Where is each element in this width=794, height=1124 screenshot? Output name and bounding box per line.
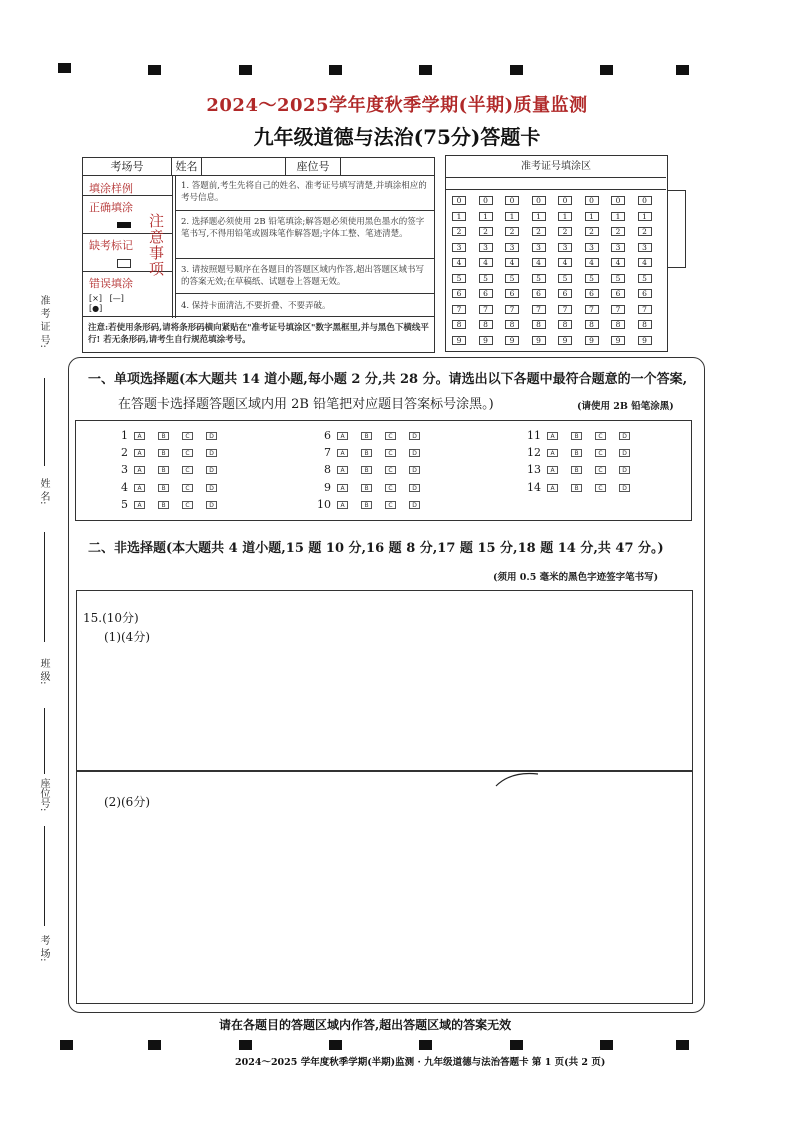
q15-2-label: (2)(6分) (104, 795, 150, 809)
admission-digit-bubble[interactable]: 9 (452, 336, 466, 345)
question-number: 5 (121, 497, 128, 511)
option-bubble-d[interactable]: D (206, 449, 217, 457)
option-bubble-d[interactable]: D (409, 501, 420, 509)
option-bubble-a[interactable]: A (547, 466, 558, 474)
admission-digit-bubble[interactable]: 9 (611, 336, 625, 345)
position-mark (600, 65, 613, 75)
admission-no-label: 准 考 证 号: (38, 295, 49, 348)
admission-digit-bubble[interactable]: 9 (532, 336, 546, 345)
notice-3: 3. 请按照题号顺序在各题目的答题区域内作答,超出答题区域书写的答案无效;在草稿纸、试题卷上答题无效。 (181, 265, 425, 287)
room-side-label: 考 场: (38, 935, 49, 962)
admission-digit-bubble[interactable]: 4 (638, 258, 652, 267)
choice-question-row (315, 463, 433, 476)
name-field[interactable] (202, 158, 286, 176)
admission-digit-bubble[interactable]: 5 (479, 274, 493, 283)
admission-digit-bubble[interactable]: 6 (585, 289, 599, 298)
admission-digit-bubble[interactable]: 8 (452, 320, 466, 329)
section1-hint: (请使用 2B 铅笔涂黑) (577, 401, 674, 412)
admission-digit-bubble[interactable]: 2 (532, 227, 546, 236)
wrong-fill-label: 错误填涂 (89, 277, 133, 290)
admission-digit-bubble[interactable]: 0 (452, 196, 466, 205)
admission-digit-bubble[interactable]: 1 (585, 212, 599, 221)
position-mark (510, 1040, 523, 1050)
admission-digit-bubble[interactable]: 7 (479, 305, 493, 314)
question-number: 13 (527, 463, 541, 477)
option-bubble-d[interactable]: D (619, 484, 630, 492)
option-bubble-a[interactable]: A (547, 432, 558, 440)
admission-digit-bubble[interactable]: 0 (558, 196, 572, 205)
position-mark (419, 1040, 432, 1050)
choice-question-row (315, 498, 433, 511)
option-bubble-b[interactable]: B (571, 484, 582, 492)
admission-digit-bubble[interactable]: 0 (638, 196, 652, 205)
position-mark (510, 65, 523, 75)
admission-digit-bubble[interactable]: 7 (532, 305, 546, 314)
choice-question-row (315, 429, 433, 442)
option-bubble-d[interactable]: D (409, 432, 420, 440)
q15-label: 15.(10分) (83, 611, 139, 625)
choice-question-row (112, 498, 230, 511)
option-bubble-d[interactable]: D (619, 432, 630, 440)
option-bubble-c[interactable]: C (385, 466, 396, 474)
admission-digit-bubble[interactable]: 4 (452, 258, 466, 267)
notice-4: 4. 保持卡面清洁,不要折叠、不要弄破。 (181, 301, 331, 311)
option-bubble-a[interactable]: A (547, 484, 558, 492)
fill-sample-label: 填涂样例 (89, 182, 133, 195)
admission-digit-bubble[interactable]: 5 (611, 274, 625, 283)
question-number: 9 (324, 480, 331, 494)
admission-digit-bubble[interactable]: 6 (532, 289, 546, 298)
option-bubble-c[interactable]: C (182, 501, 193, 509)
admission-digit-bubble[interactable]: 6 (479, 289, 493, 298)
option-bubble-a[interactable]: A (547, 449, 558, 457)
admission-digit-bubble[interactable]: 2 (452, 227, 466, 236)
admission-digit-bubble[interactable]: 5 (452, 274, 466, 283)
admission-digit-bubble[interactable]: 9 (558, 336, 572, 345)
notice-1: 1. 答题前,考生先将自己的姓名、准考证号填写清楚,并填涂相应的考号信息。 (181, 181, 427, 203)
option-bubble-a[interactable]: A (337, 484, 348, 492)
position-mark (58, 63, 71, 73)
class-label: 班 级: (38, 658, 49, 685)
choice-question-row (525, 429, 643, 442)
option-bubble-b[interactable]: B (361, 449, 372, 457)
admission-digit-bubble[interactable]: 9 (479, 336, 493, 345)
option-bubble-c[interactable]: C (385, 501, 396, 509)
position-mark (676, 1040, 689, 1050)
option-bubble-b[interactable]: B (158, 466, 169, 474)
question-number: 1 (121, 429, 128, 442)
admission-digit-bubble[interactable]: 0 (479, 196, 493, 205)
option-bubble-d[interactable]: D (409, 484, 420, 492)
admission-digit-bubble[interactable]: 6 (638, 289, 652, 298)
admission-digit-bubble[interactable]: 2 (638, 227, 652, 236)
admission-digit-bubble[interactable]: 0 (611, 196, 625, 205)
option-bubble-d[interactable]: D (619, 449, 630, 457)
admission-number-area (445, 155, 668, 352)
page-info: 2024～2025 学年度秋季学期(半期)监测 · 九年级道德与法治答题卡 第 1 页(共 2 页) (235, 1057, 606, 1068)
option-bubble-a[interactable]: A (134, 432, 145, 440)
position-mark (329, 65, 342, 75)
admission-digit-bubble[interactable]: 7 (558, 305, 572, 314)
admission-digit-bubble[interactable]: 3 (479, 243, 493, 252)
admission-digit-bubble[interactable]: 4 (611, 258, 625, 267)
absent-label: 缺考标记 (89, 239, 133, 252)
position-mark (60, 1040, 73, 1050)
q15-answer-area[interactable] (76, 590, 693, 1004)
option-bubble-b[interactable]: B (361, 432, 372, 440)
admission-digit-bubble[interactable]: 1 (479, 212, 493, 221)
option-bubble-d[interactable]: D (206, 484, 217, 492)
option-bubble-c[interactable]: C (182, 466, 193, 474)
admission-digit-bubble[interactable]: 4 (479, 258, 493, 267)
option-bubble-a[interactable]: A (134, 501, 145, 509)
choice-question-row (315, 446, 433, 459)
admission-digit-bubble[interactable]: 9 (585, 336, 599, 345)
admission-digit-bubble[interactable]: 8 (479, 320, 493, 329)
seat-field[interactable] (341, 158, 434, 176)
wrong-fill-samples: [×] [—] [●] (89, 294, 124, 313)
option-bubble-c[interactable]: C (182, 484, 193, 492)
admission-digit-bubble[interactable]: 3 (611, 243, 625, 252)
admission-digit-bubble[interactable]: 8 (558, 320, 572, 329)
seat-label: 座位号 (286, 158, 341, 176)
absent-mark-box[interactable] (117, 259, 131, 268)
option-bubble-b[interactable]: B (361, 484, 372, 492)
name-label: 姓名 (172, 158, 202, 176)
admission-area-title: 准考证号填涂区 (446, 156, 666, 178)
admission-digit-bubble[interactable]: 0 (585, 196, 599, 205)
admission-digit-bubble[interactable]: 9 (505, 336, 519, 345)
choice-question-row (112, 429, 230, 442)
option-bubble-b[interactable]: B (571, 449, 582, 457)
option-bubble-d[interactable]: D (409, 449, 420, 457)
admission-digit-bubble[interactable]: 0 (532, 196, 546, 205)
position-mark (329, 1040, 342, 1050)
admission-digit-bubble[interactable]: 5 (558, 274, 572, 283)
option-bubble-b[interactable]: B (158, 432, 169, 440)
admission-digit-bubble[interactable]: 4 (558, 258, 572, 267)
option-bubble-c[interactable]: C (595, 484, 606, 492)
seat-side-label: 座位号: (38, 778, 49, 812)
admission-digit-bubble[interactable]: 2 (585, 227, 599, 236)
admission-digit-bubble[interactable]: 3 (452, 243, 466, 252)
section2-hint: (须用 0.5 毫米的黑色字迹签字笔书写) (493, 572, 659, 583)
question-number: 2 (121, 446, 128, 460)
admission-digit-bubble[interactable]: 3 (638, 243, 652, 252)
option-bubble-d[interactable]: D (619, 466, 630, 474)
admission-digit-bubble[interactable]: 8 (585, 320, 599, 329)
choice-question-row (112, 463, 230, 476)
question-number: 7 (324, 446, 331, 460)
pen-stroke (494, 770, 544, 790)
admission-digit-bubble[interactable]: 7 (638, 305, 652, 314)
admission-digit-bubble[interactable]: 5 (505, 274, 519, 283)
position-mark (148, 1040, 161, 1050)
option-bubble-c[interactable]: C (595, 432, 606, 440)
question-number: 11 (527, 429, 541, 442)
correct-fill-label: 正确填涂 (89, 201, 133, 214)
choice-question-row (525, 446, 643, 459)
admission-digit-bubble[interactable]: 9 (638, 336, 652, 345)
admission-digit-bubble[interactable]: 4 (532, 258, 546, 267)
admission-digit-bubble[interactable]: 1 (452, 212, 466, 221)
question-number: 14 (527, 480, 541, 494)
option-bubble-b[interactable]: B (158, 501, 169, 509)
admission-digit-bubble[interactable]: 4 (585, 258, 599, 267)
option-bubble-d[interactable]: D (409, 466, 420, 474)
correct-fill-sample (117, 222, 131, 228)
option-bubble-d[interactable]: D (206, 501, 217, 509)
option-bubble-b[interactable]: B (158, 449, 169, 457)
admission-digit-bubble[interactable]: 0 (505, 196, 519, 205)
admission-digit-bubble[interactable]: 2 (611, 227, 625, 236)
admission-digit-bubble[interactable]: 2 (479, 227, 493, 236)
option-bubble-a[interactable]: A (337, 501, 348, 509)
choice-question-row (525, 463, 643, 476)
question-number: 6 (324, 429, 331, 442)
q15-1-label: (1)(4分) (104, 630, 150, 644)
admission-digit-bubble[interactable]: 1 (532, 212, 546, 221)
admission-digit-bubble[interactable]: 3 (532, 243, 546, 252)
question-number: 3 (121, 463, 128, 477)
position-mark (239, 65, 252, 75)
option-bubble-d[interactable]: D (206, 432, 217, 440)
admission-digit-bubble[interactable]: 7 (505, 305, 519, 314)
choice-question-row (525, 481, 643, 494)
admission-digit-bubble[interactable]: 6 (558, 289, 572, 298)
admission-digit-bubble[interactable]: 1 (558, 212, 572, 221)
question-number: 10 (317, 497, 331, 511)
position-mark (600, 1040, 613, 1050)
notice-title: 注意事项 (149, 212, 165, 278)
answer-card-title: 九年级道德与法治(75分)答题卡 (253, 125, 541, 149)
admission-digit-bubble[interactable]: 3 (585, 243, 599, 252)
admission-digit-bubble[interactable]: 1 (611, 212, 625, 221)
option-bubble-b[interactable]: B (571, 466, 582, 474)
option-bubble-a[interactable]: A (134, 466, 145, 474)
option-bubble-b[interactable]: B (361, 501, 372, 509)
option-bubble-a[interactable]: A (337, 432, 348, 440)
option-bubble-c[interactable]: C (595, 449, 606, 457)
admission-digit-bubble[interactable]: 6 (505, 289, 519, 298)
admission-digit-bubble[interactable]: 2 (505, 227, 519, 236)
option-bubble-c[interactable]: C (385, 449, 396, 457)
option-bubble-c[interactable]: C (385, 484, 396, 492)
notice-2: 2. 选择题必须使用 2B 铅笔填涂;解答题必须使用黑色墨水的签字笔书写,不得用铅笔或圆珠笔作解答题;字体工整、笔迹清楚。 (181, 217, 425, 239)
position-mark (676, 65, 689, 75)
barcode-warning: 注意:若使用条形码,请将条形码横向紧贴在"准考证号填涂区"数字黑框里,并与黑色下横线平行! 若无条形码,请考生自行规范填涂考号。 (88, 323, 429, 345)
student-name-label: 姓 名: (38, 478, 49, 505)
admission-digit-bubble[interactable]: 1 (505, 212, 519, 221)
option-bubble-a[interactable]: A (134, 449, 145, 457)
option-bubble-a[interactable]: A (337, 449, 348, 457)
question-number: 12 (527, 446, 541, 460)
choice-question-row (315, 481, 433, 494)
question-number: 4 (121, 480, 128, 494)
exam-title: 2024～2025学年度秋季学期(半期)质量监测 (206, 95, 588, 116)
option-bubble-c[interactable]: C (182, 449, 193, 457)
info-table (82, 157, 435, 317)
position-mark (239, 1040, 252, 1050)
choice-question-row (112, 481, 230, 494)
section2-heading: 二、非选择题(本大题共 4 道小题,15 题 10 分,16 题 8 分,17 题 15 分,18 题 14 分,共 47 分。) (88, 541, 664, 556)
admission-digit-bubble[interactable]: 6 (611, 289, 625, 298)
section1-heading: 一、单项选择题(本大题共 14 道小题,每小题 2 分,共 28 分。请选出以下各题中最符合题意的一个答案, (88, 372, 688, 387)
admission-digit-bubble[interactable]: 8 (638, 320, 652, 329)
admission-digit-bubble[interactable]: 5 (638, 274, 652, 283)
option-bubble-b[interactable]: B (571, 432, 582, 440)
admission-digit-bubble[interactable]: 6 (452, 289, 466, 298)
option-bubble-c[interactable]: C (182, 432, 193, 440)
question-number: 8 (324, 463, 331, 477)
admission-digit-bubble[interactable]: 5 (585, 274, 599, 283)
admission-digit-bubble[interactable]: 8 (611, 320, 625, 329)
admission-digit-bubble[interactable]: 8 (505, 320, 519, 329)
section1-heading-2: 在答题卡选择题答题区域内用 2B 铅笔把对应题目答案标号涂黑。) (118, 397, 494, 412)
option-bubble-b[interactable]: B (361, 466, 372, 474)
admission-digit-bubble[interactable]: 8 (532, 320, 546, 329)
admission-digit-bubble[interactable]: 7 (611, 305, 625, 314)
footer-warning: 请在各题目的答题区域内作答,超出答题区域的答案无效 (219, 1018, 512, 1032)
option-bubble-c[interactable]: C (385, 432, 396, 440)
admission-digit-bubble[interactable]: 3 (505, 243, 519, 252)
position-mark (148, 65, 161, 75)
option-bubble-c[interactable]: C (595, 466, 606, 474)
admission-digit-bubble[interactable]: 3 (558, 243, 572, 252)
position-mark (419, 65, 432, 75)
admission-digit-bubble[interactable]: 7 (585, 305, 599, 314)
option-bubble-d[interactable]: D (206, 466, 217, 474)
option-bubble-a[interactable]: A (134, 484, 145, 492)
exam-room-label: 考场号 (83, 158, 172, 176)
admission-digit-bubble[interactable]: 1 (638, 212, 652, 221)
admission-digit-bubble[interactable]: 5 (532, 274, 546, 283)
admission-digit-bubble[interactable]: 4 (505, 258, 519, 267)
admission-digit-bubble[interactable]: 2 (558, 227, 572, 236)
option-bubble-b[interactable]: B (158, 484, 169, 492)
choice-question-row (112, 446, 230, 459)
option-bubble-a[interactable]: A (337, 466, 348, 474)
admission-digit-bubble[interactable]: 7 (452, 305, 466, 314)
